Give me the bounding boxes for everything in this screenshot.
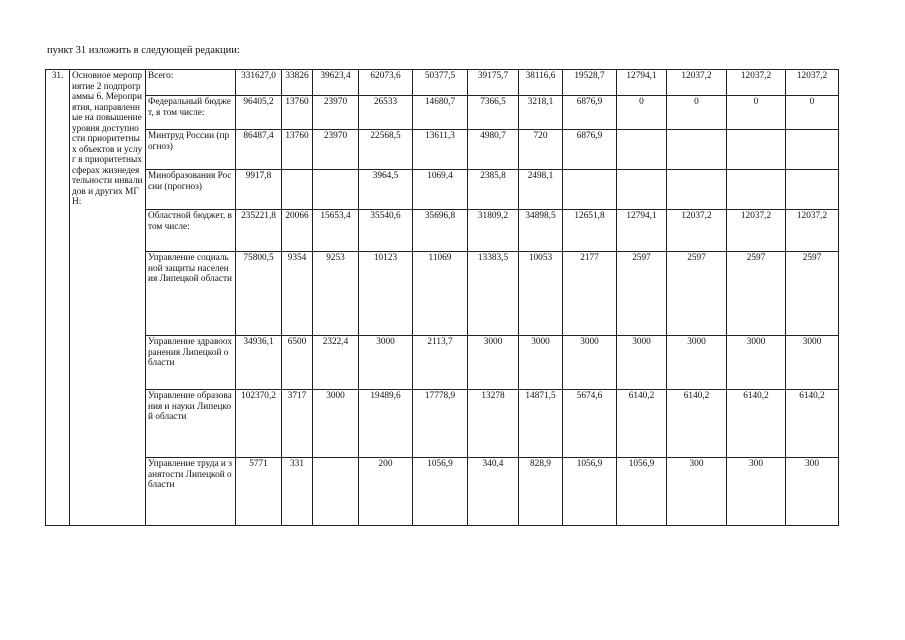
amount-cell: 6876,9	[563, 130, 617, 170]
amount-cell: 13760	[282, 130, 313, 170]
amount-cell: 19489,6	[359, 390, 413, 458]
amount-cell: 12037,2	[727, 70, 786, 96]
amount-cell: 13760	[282, 96, 313, 130]
amount-cell: 0	[786, 96, 839, 130]
amount-cell: 6140,2	[727, 390, 786, 458]
funding-source: Минтруд России (прогноз)	[146, 130, 236, 170]
amount-cell: 2498,1	[519, 170, 563, 210]
amount-cell: 4980,7	[468, 130, 519, 170]
amount-cell: 235221,8	[236, 210, 282, 252]
amount-cell: 2113,7	[413, 336, 468, 390]
amount-cell: 33826	[282, 70, 313, 96]
amount-cell: 300	[727, 458, 786, 526]
amount-cell: 39623,4	[313, 70, 359, 96]
amount-cell: 13611,3	[413, 130, 468, 170]
amount-cell	[313, 170, 359, 210]
amount-cell: 3000	[667, 336, 727, 390]
amount-cell: 300	[786, 458, 839, 526]
amount-cell: 7366,5	[468, 96, 519, 130]
amount-cell: 50377,5	[413, 70, 468, 96]
amount-cell: 102370,2	[236, 390, 282, 458]
amount-cell: 14871,5	[519, 390, 563, 458]
amount-cell	[563, 170, 617, 210]
funding-source: Всего:	[146, 70, 236, 96]
table-row	[46, 130, 839, 170]
amount-cell: 331	[282, 458, 313, 526]
amount-cell: 14680,7	[413, 96, 468, 130]
amount-cell: 200	[359, 458, 413, 526]
amount-cell: 13278	[468, 390, 519, 458]
amount-cell: 3000	[313, 390, 359, 458]
amount-cell: 35696,8	[413, 210, 468, 252]
amount-cell: 0	[727, 96, 786, 130]
table-row	[46, 390, 839, 458]
item-number: 31.	[46, 70, 70, 526]
amount-cell: 2597	[617, 252, 667, 336]
amount-cell: 3000	[786, 336, 839, 390]
amount-cell	[667, 130, 727, 170]
amount-cell: 5674,6	[563, 390, 617, 458]
amount-cell	[617, 170, 667, 210]
amount-cell: 2385,8	[468, 170, 519, 210]
amount-cell: 9253	[313, 252, 359, 336]
amount-cell: 31809,2	[468, 210, 519, 252]
amount-cell: 12037,2	[727, 210, 786, 252]
amount-cell: 720	[519, 130, 563, 170]
amount-cell: 12037,2	[667, 70, 727, 96]
amount-cell: 3218,1	[519, 96, 563, 130]
table-row	[46, 96, 839, 130]
amount-cell: 828,9	[519, 458, 563, 526]
amount-cell: 3000	[468, 336, 519, 390]
amount-cell: 35540,6	[359, 210, 413, 252]
amount-cell	[282, 170, 313, 210]
amount-cell: 331627,0	[236, 70, 282, 96]
amount-cell: 10053	[519, 252, 563, 336]
amount-cell: 9917,8	[236, 170, 282, 210]
amendment-intro: пункт 31 изложить в следующей редакции:	[47, 45, 240, 56]
amount-cell: 12037,2	[786, 210, 839, 252]
funding-source: Областной бюджет, в том числе:	[146, 210, 236, 252]
amount-cell: 9354	[282, 252, 313, 336]
activity-description: Основное мероприятие 2 подпрограммы 6. Мероприятия, направленные на повышение уровня доступности приоритетных объектов и услуг в приоритетных сферах жизнедеятельности инвалидов и других МГН:	[70, 70, 146, 526]
funding-source: Минобразования России (прогноз)	[146, 170, 236, 210]
amount-cell: 10123	[359, 252, 413, 336]
funding-source: Управление образования и науки Липецкой области	[146, 390, 236, 458]
amount-cell	[786, 170, 839, 210]
amount-cell: 38116,6	[519, 70, 563, 96]
funding-source: Федеральный бюджет, в том числе:	[146, 96, 236, 130]
amount-cell: 39175,7	[468, 70, 519, 96]
table-row	[46, 252, 839, 336]
amount-cell: 22568,5	[359, 130, 413, 170]
amount-cell: 6140,2	[617, 390, 667, 458]
funding-source: Управление здравоохранения Липецкой области	[146, 336, 236, 390]
amount-cell	[727, 170, 786, 210]
amount-cell: 15653,4	[313, 210, 359, 252]
amount-cell	[727, 130, 786, 170]
amount-cell: 3000	[519, 336, 563, 390]
amount-cell: 3000	[727, 336, 786, 390]
amount-cell: 19528,7	[563, 70, 617, 96]
amount-cell: 2597	[727, 252, 786, 336]
amount-cell: 0	[667, 96, 727, 130]
amount-cell: 3000	[563, 336, 617, 390]
funding-source: Управление труда и занятости Липецкой области	[146, 458, 236, 526]
amount-cell: 6140,2	[786, 390, 839, 458]
amount-cell: 17778,9	[413, 390, 468, 458]
amount-cell: 23970	[313, 130, 359, 170]
amount-cell: 3717	[282, 390, 313, 458]
amount-cell: 12651,8	[563, 210, 617, 252]
amount-cell	[313, 458, 359, 526]
amount-cell: 3000	[359, 336, 413, 390]
budget-table	[45, 69, 839, 526]
amount-cell: 1056,9	[413, 458, 468, 526]
table-row	[46, 458, 839, 526]
amount-cell: 2597	[786, 252, 839, 336]
amount-cell: 300	[667, 458, 727, 526]
amount-cell: 3964,5	[359, 170, 413, 210]
amount-cell: 3000	[617, 336, 667, 390]
amount-cell: 12037,2	[786, 70, 839, 96]
table-row	[46, 336, 839, 390]
amount-cell: 96405,2	[236, 96, 282, 130]
amount-cell: 75800,5	[236, 252, 282, 336]
amount-cell: 1056,9	[617, 458, 667, 526]
amount-cell: 12794,1	[617, 210, 667, 252]
amount-cell: 5771	[236, 458, 282, 526]
amount-cell: 86487,4	[236, 130, 282, 170]
table-row	[46, 170, 839, 210]
amount-cell: 340,4	[468, 458, 519, 526]
amount-cell: 1056,9	[563, 458, 617, 526]
amount-cell	[667, 170, 727, 210]
amount-cell: 2322,4	[313, 336, 359, 390]
amount-cell: 26533	[359, 96, 413, 130]
amount-cell: 20066	[282, 210, 313, 252]
amount-cell: 34898,5	[519, 210, 563, 252]
table-row	[46, 210, 839, 252]
amount-cell: 12037,2	[667, 210, 727, 252]
amount-cell: 6500	[282, 336, 313, 390]
amount-cell: 13383,5	[468, 252, 519, 336]
amount-cell: 23970	[313, 96, 359, 130]
amount-cell: 2177	[563, 252, 617, 336]
amount-cell: 1069,4	[413, 170, 468, 210]
amount-cell	[786, 130, 839, 170]
amount-cell: 0	[617, 96, 667, 130]
amount-cell: 62073,6	[359, 70, 413, 96]
budget-table-body	[46, 70, 839, 526]
amount-cell: 12794,1	[617, 70, 667, 96]
table-row	[46, 70, 839, 96]
amount-cell: 11069	[413, 252, 468, 336]
funding-source: Управление социальной защиты населения Липецкой области	[146, 252, 236, 336]
amount-cell: 6876,9	[563, 96, 617, 130]
amount-cell: 6140,2	[667, 390, 727, 458]
amount-cell: 2597	[667, 252, 727, 336]
amount-cell: 34936,1	[236, 336, 282, 390]
amount-cell	[617, 130, 667, 170]
